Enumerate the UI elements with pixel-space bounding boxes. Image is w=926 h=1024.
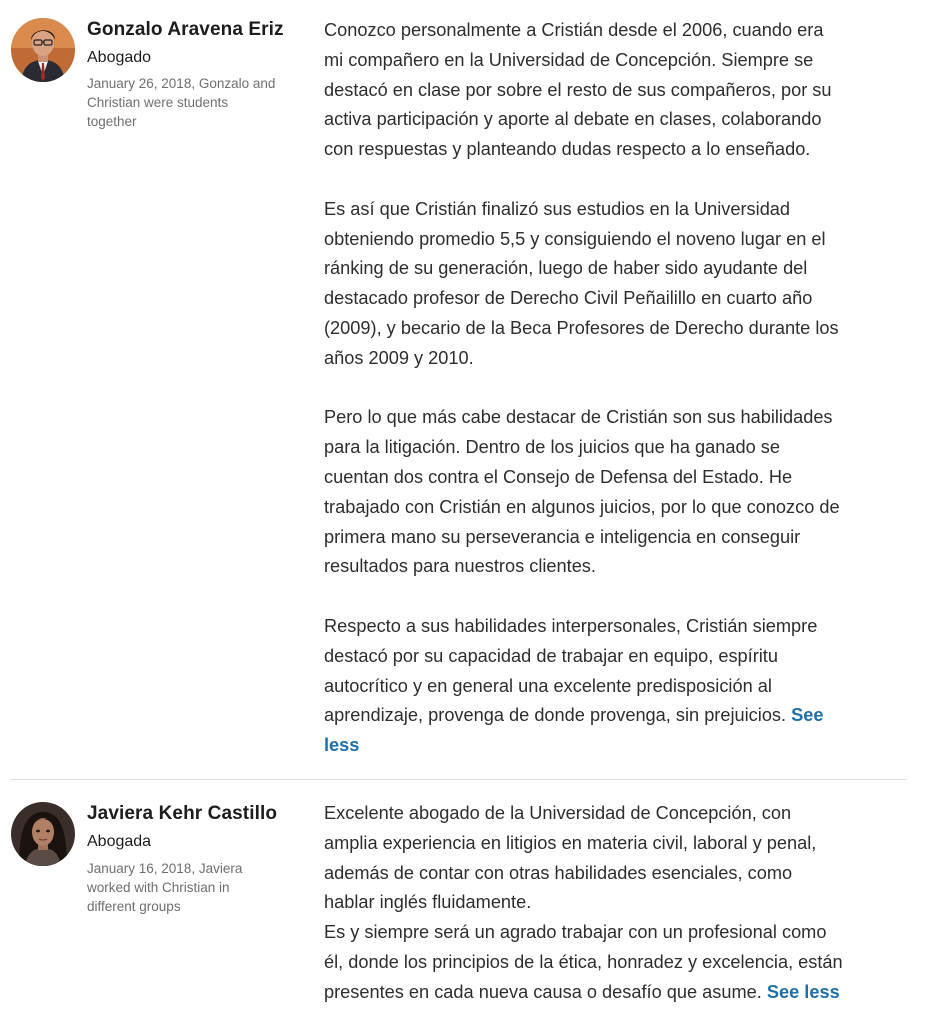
- text-line: para la litigación. Dentro de los juicios que ha ganado se: [324, 437, 780, 458]
- avatar[interactable]: [11, 802, 75, 866]
- meta-line: different groups: [87, 899, 181, 914]
- recommender-name[interactable]: Gonzalo Aravena Eriz: [87, 19, 284, 40]
- see-less-link[interactable]: See less: [766, 981, 840, 1002]
- recommendation-meta: [87, 74, 309, 131]
- text-line: amplia experiencia en litigios en materia civil, laboral y penal,: [324, 832, 817, 853]
- text-line: (2009), y becario de la Beca Profesores de Derecho durante los: [324, 317, 839, 338]
- text-line: destacó por su capacidad de trabajar en equipo, espíritu: [324, 645, 778, 666]
- text-line: hablar inglés fluidamente.: [324, 892, 532, 913]
- paragraph: [324, 195, 914, 374]
- text-line: presentes en cada nueva causa o desafío que asume.: [324, 981, 762, 1002]
- meta-line: together: [87, 114, 137, 129]
- text-line: Conozco personalmente a Cristián desde el 2006, cuando era: [324, 20, 824, 40]
- text-line: Excelente abogado de la Universidad de Concepción, con: [324, 803, 792, 823]
- avatar[interactable]: [11, 18, 75, 82]
- paragraph: [324, 799, 914, 1008]
- text-line: Respecto a sus habilidades interpersonales, Cristián siempre: [324, 615, 818, 636]
- text-line: activa participación y aporte al debate en clases, colaborando: [324, 109, 822, 130]
- text-line: Es así que Cristián finalizó sus estudios en la Universidad: [324, 198, 791, 219]
- text-line: obteniendo promedio 5,5 y consiguiendo el noveno lugar en el: [324, 228, 826, 249]
- text-line: con respuestas y planteando dudas respecto a lo enseñado.: [324, 139, 811, 160]
- paragraph: [324, 612, 914, 761]
- text-line: cuentan dos contra el Consejo de Defensa del Estado. He: [324, 466, 793, 487]
- recommender-headline: Abogado: [87, 49, 152, 66]
- recommender-name[interactable]: Javiera Kehr Castillo: [87, 803, 278, 824]
- text-line: Es y siempre será un agrado trabajar con un profesional como: [324, 922, 827, 943]
- text-line: trabajado con Cristián en algunos juicios, por lo que conozco de: [324, 496, 840, 517]
- meta-line: January 26, 2018, Gonzalo and: [87, 76, 276, 91]
- text-line: autocrítico y en general una excelente predisposición al: [324, 675, 772, 696]
- recommendation-card: [0, 782, 926, 1024]
- recommendation-meta: [87, 859, 309, 916]
- recommendation-text: [324, 16, 914, 761]
- text-line: además de contar con otras habilidades esenciales, como: [324, 862, 793, 883]
- meta-line: January 16, 2018, Javiera: [87, 861, 243, 876]
- paragraph: [324, 403, 914, 582]
- text-line: ránking de su generación, luego de haber sido ayudante del: [324, 258, 808, 279]
- text-line: primera mano su perseverancia e inteligencia en conseguir: [324, 526, 801, 547]
- avatar-photo-icon: [11, 18, 75, 82]
- divider: [10, 779, 906, 780]
- text-line: aprendizaje, provenga de donde provenga, sin prejuicios.: [324, 705, 787, 726]
- meta-line: Christian were students: [87, 95, 229, 110]
- text-line: él, donde los principios de la ética, honradez y excelencia, están: [324, 951, 843, 972]
- paragraph: [324, 16, 914, 165]
- text-line: Pero lo que más cabe destacar de Cristián son sus habilidades: [324, 407, 833, 428]
- text-line: mi compañero en la Universidad de Concepción. Siempre se: [324, 49, 814, 70]
- meta-line: worked with Christian in: [87, 880, 230, 895]
- text-line: años 2009 y 2010.: [324, 347, 474, 368]
- text-line: destacado profesor de Derecho Civil Peñailillo en cuarto año: [324, 288, 813, 309]
- see-less-link[interactable]: See: [791, 705, 824, 726]
- see-less-link[interactable]: less: [324, 735, 360, 756]
- avatar-photo-icon: [11, 802, 75, 866]
- recommender-headline: Abogada: [87, 833, 152, 850]
- text-line: resultados para nuestros clientes.: [324, 556, 596, 577]
- recommendation-text: [324, 799, 914, 1008]
- text-line: destacó en clase por sobre el resto de sus compañeros, por su: [324, 79, 832, 100]
